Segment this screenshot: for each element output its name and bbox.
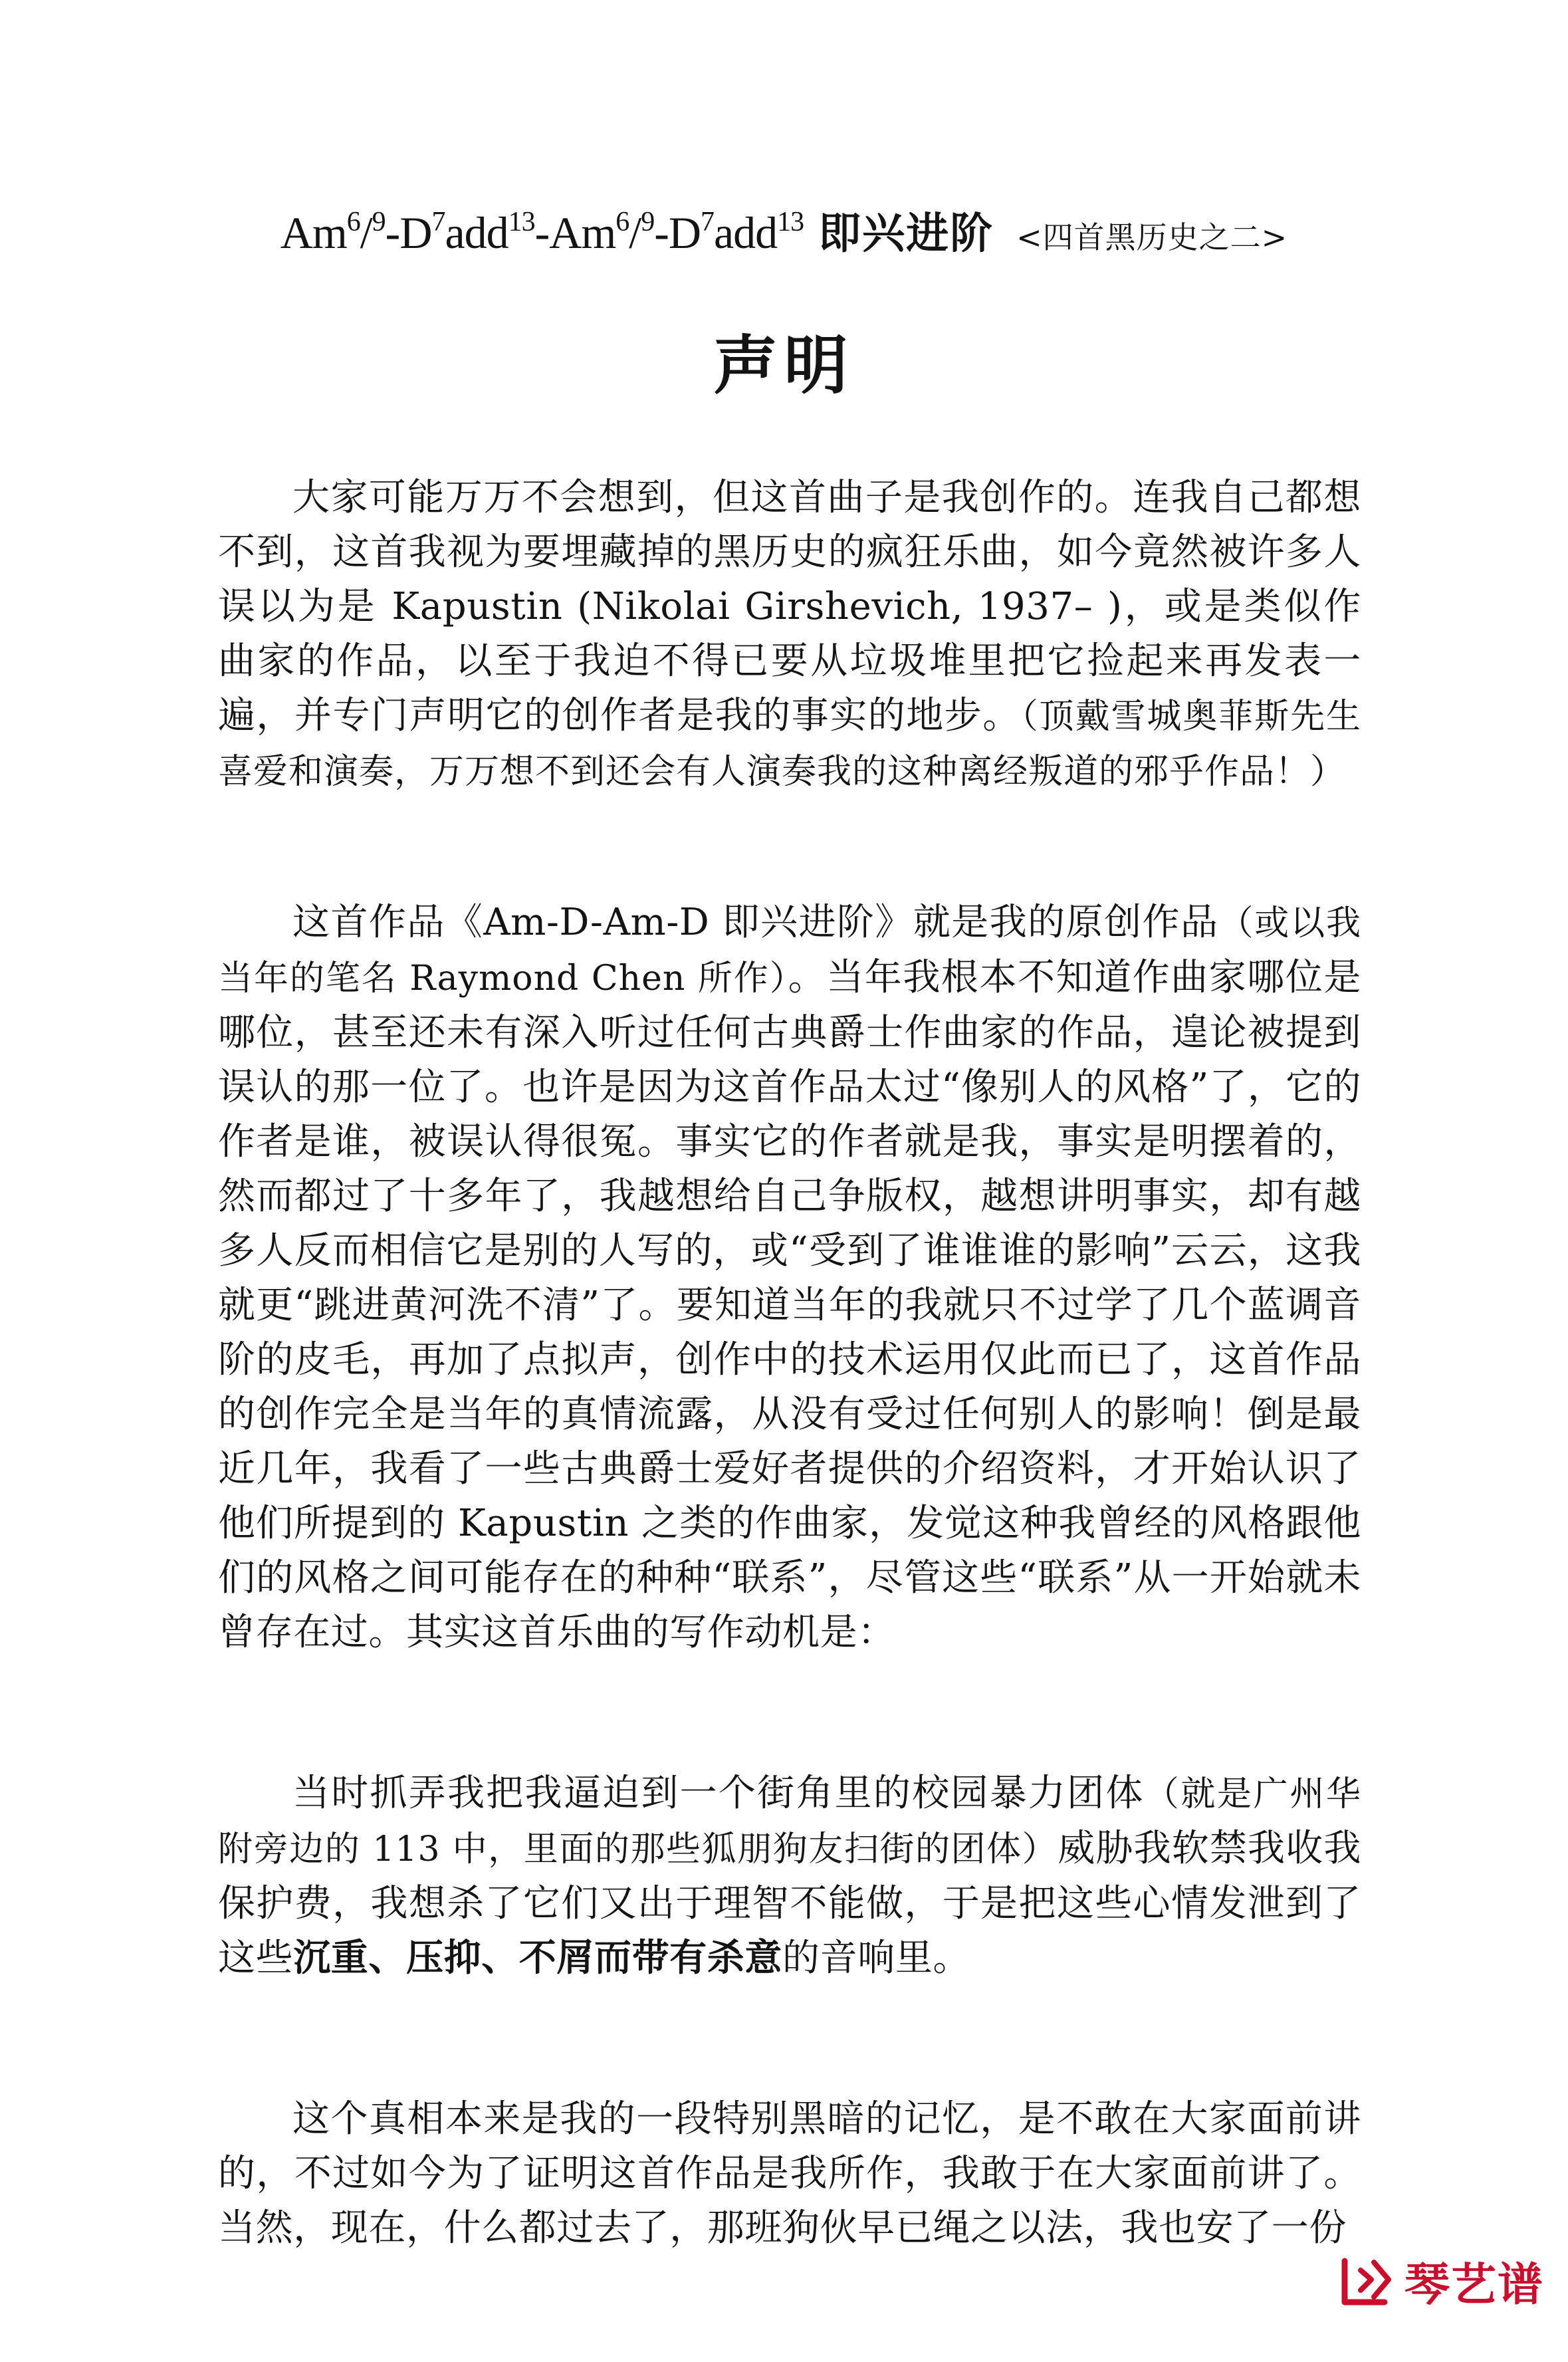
paragraph-2-note: （或以我当年的笔名 Raymond Chen 所作） bbox=[218, 903, 1361, 999]
chord-2: $-D^7add^{13}$ bbox=[385, 207, 535, 258]
page-heading: 声明 bbox=[713, 328, 855, 403]
paragraph-4: 这个真相本来是我的一段特别黑暗的记忆，是不敢在大家面前讲的，不过如今为了证明这首作品是我所作，我敢于在大家面前讲了。当然，现在，什么都过去了，那班狗伙早已绳之以法，我也安了一份 bbox=[218, 2097, 1361, 2250]
paragraph-3-emphasis: 沉重、压抑、不屑而带有杀意 bbox=[293, 1937, 783, 1980]
paragraph-1-note: （顶戴雪城奥菲斯先生喜爱和演奏，万万想不到还会有人演奏我的这种离经叛道的邪乎作品！） bbox=[218, 697, 1361, 792]
chord-4: $-D^7add^{13}$ bbox=[654, 207, 804, 258]
paragraph-3: 当时抓弄我把我逼迫到一个街角里的校园暴力团体（就是广州华附旁边的 113 中，里面的那些狐朋狗友扫街的团体）威胁我软禁我收我保护费，我想杀了它们又出于理智不能做，于是把这些心情发泄到了这些沉重、压抑、不屑而带有杀意的音响里。 bbox=[218, 1772, 1361, 1980]
chord-3: -Am$^6$/$^9$ bbox=[534, 207, 655, 258]
header-title: 即兴进阶 bbox=[818, 209, 994, 259]
paragraph-2: 这首作品《Am-D-Am-D 即兴进阶》就是我的原创作品（或以我当年的笔名 Raymond Chen 所作）。当年我根本不知道作曲家哪位是哪位，甚至还未有深入听过任何古典爵士作曲家的作品，遑论被提到误认的那一位了。也许是因为这首作品太过“像别人的风格”了，它的作者是谁，被误认得很冤。事实它的作者就是我，事实是明摆着的，然而都过了十多年了，我越想给自己争版权，越想讲明事实，却有越多人反而相信它是别的人写的，或“受到了谁谁谁的影响”云云，这我就更“跳进黄河洗不清”了。要知道当年的我就只不过学了几个蓝调音阶的皮毛，再加了点拟声，创作中的技术运用仅此而已了，这首作品的创作完全是当年的真情流露，从没有受过任何别人的影响！倒是最近几年，我看了一些古典爵士爱好者提供的介绍资料，才开始认识了他们所提到的 Kapustin 之类的作曲家，发觉这种我曾经的风格跟他们的风格之间可能存在的种种“联系”，尽管这些“联系”从一开始就未曾存在过。其实这首乐曲的写作动机是： bbox=[218, 901, 1362, 1654]
watermark-text: 琴艺谱 bbox=[1404, 2259, 1544, 2311]
watermark-logo bbox=[1338, 2249, 1544, 2313]
logo-icon bbox=[1338, 2253, 1395, 2310]
header-subtitle: <四首黑历史之二> bbox=[1016, 219, 1288, 255]
paragraph-3-note: （就是广州华附旁边的 113 中，里面的那些狐朋狗友扫街的团体） bbox=[218, 1774, 1361, 1869]
chord-1: Am$^6$/$^9$ bbox=[280, 207, 386, 258]
document-body bbox=[218, 471, 1361, 2362]
paragraph-1: 大家可能万万不会想到，但这首曲子是我创作的。连我自己都想不到，这首我视为要埋藏掉的黑历史的疯狂乐曲，如今竟然被许多人误以为是 Kapustin (Nikolai Girshevich, 1937– )，或是类似作曲家的作品，以至于我迫不得已要从垃圾堆里把它捡起来再发表一遍，并专门声明它的创作者是我的事实的地步。（顶戴雪城奥菲斯先生喜爱和演奏，万万想不到还会有人演奏我的这种离经叛道的邪乎作品！） bbox=[218, 476, 1361, 792]
document-header bbox=[0, 199, 1568, 278]
